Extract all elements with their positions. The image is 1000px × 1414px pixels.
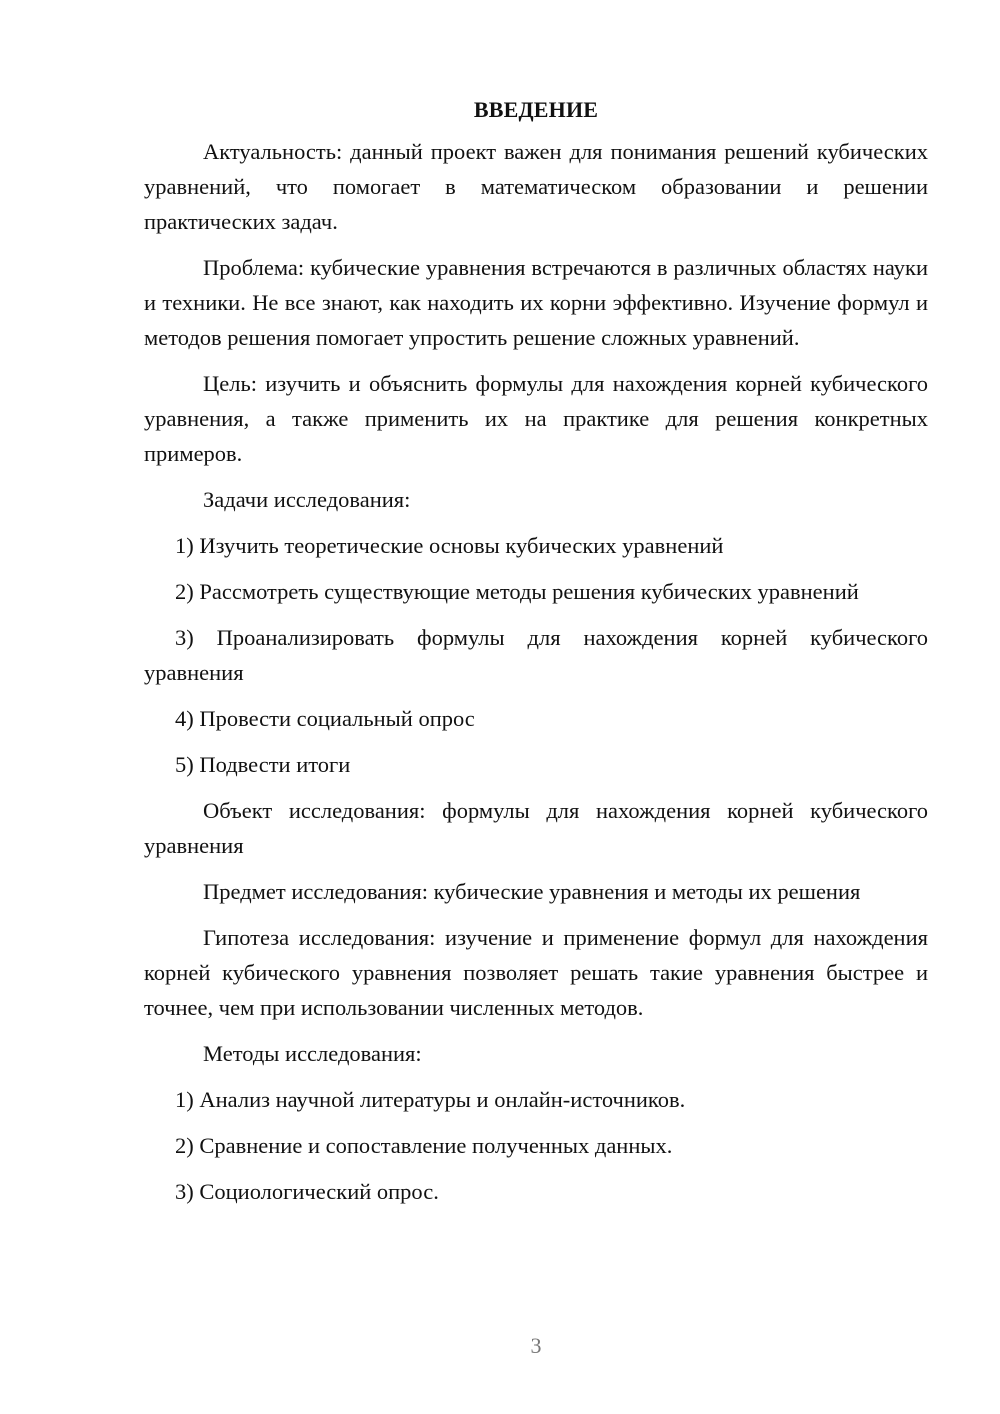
method-item-2: 2) Сравнение и сопоставление полученных данных. — [175, 1133, 673, 1158]
subject-paragraph: Предмет исследования: кубические уравнения и методы их решения — [203, 879, 861, 904]
relevance-paragraph: Актуальность: данный проект важен для понимания решений кубических уравнений, что помогает в математическом образовании и решении практических задач. — [144, 139, 928, 234]
methods-heading: Методы исследования: — [203, 1041, 422, 1066]
object-paragraph: Объект исследования: формулы для нахождения корней кубического уравнения — [144, 798, 928, 858]
task-item-5: 5) Подвести итоги — [175, 752, 351, 777]
task-item-3: 3) Проанализировать формулы для нахождения корней кубического уравнения — [144, 625, 928, 685]
hypothesis-paragraph: Гипотеза исследования: изучение и применение формул для нахождения корней кубического уравнения позволяет решать такие уравнения быстрее и точнее, чем при использовании численных методов. — [144, 925, 928, 1020]
problem-paragraph: Проблема: кубические уравнения встречаются в различных областях науки и техники. Не все знают, как находить их корни эффективно. Изучение формул и методов решения помогает упростить решение сложных уравнений. — [144, 255, 928, 350]
method-item-3: 3) Социологический опрос. — [175, 1179, 439, 1204]
section-title: ВВЕДЕНИЕ — [473, 97, 599, 122]
goal-paragraph: Цель: изучить и объяснить формулы для нахождения корней кубического уравнения, а также применить их на практике для решения конкретных примеров. — [144, 371, 928, 466]
method-item-1: 1) Анализ научной литературы и онлайн-источников. — [175, 1087, 686, 1112]
tasks-heading: Задачи исследования: — [203, 487, 411, 512]
task-item-2: 2) Рассмотреть существующие методы решения кубических уравнений — [175, 579, 859, 604]
page-number: 3 — [530, 1333, 542, 1358]
task-item-1: 1) Изучить теоретические основы кубических уравнений — [175, 533, 724, 558]
task-item-4: 4) Провести социальный опрос — [175, 706, 475, 731]
page-content — [144, 92, 928, 1220]
